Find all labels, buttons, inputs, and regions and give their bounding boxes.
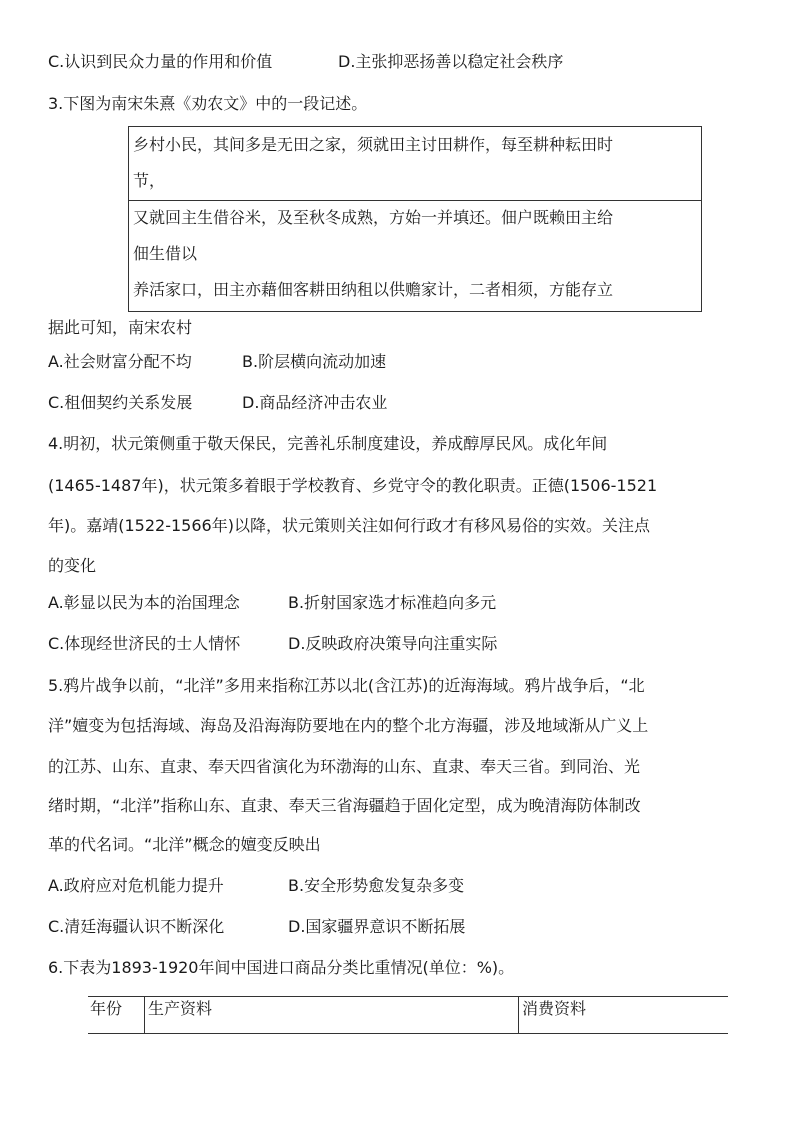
q4-line-1: 4.明初，状元策侧重于敬天保民，完善礼乐制度建设，养成醇厚民风。成化年间 xyxy=(48,434,608,453)
q5-line-5: 革的代名词。“北洋”概念的嬗变反映出 xyxy=(48,835,321,854)
q3-option-row-1 xyxy=(48,352,387,372)
q3-quote-divider xyxy=(129,200,701,201)
q5-option-d: D.国家疆界意识不断拓展 xyxy=(288,917,466,936)
q4-option-row-1 xyxy=(48,593,497,613)
q3-stem: 3.下图为南宋朱熹《劝农文》中的一段记述。 xyxy=(48,94,368,113)
q5-option-row-2 xyxy=(48,917,466,937)
q5-option-row-1 xyxy=(48,876,465,896)
q6-stem: 6.下表为1893-1920年间中国进口商品分类比重情况(单位：%)。 xyxy=(48,958,515,977)
q3-option-a: A.社会财富分配不均 xyxy=(48,352,192,371)
q2-option-c: C.认识到民众力量的作用和价值 xyxy=(48,52,273,71)
q4-line-3: 年)。嘉靖(1522-1566年)以降，状元策则关注如何行政才有移风易俗的实效。关注点 xyxy=(48,516,650,535)
q3-quote-line-2: 节， xyxy=(133,171,166,190)
q5-line-4: 绪时期，“北洋”指称山东、直隶、奉天三省海疆趋于固化定型，成为晚清海防体制改 xyxy=(48,796,641,815)
table-divider xyxy=(144,997,145,1033)
table-header-production: 生产资料 xyxy=(148,999,213,1018)
q4-option-d: D.反映政府决策导向注重实际 xyxy=(288,634,498,653)
q4-option-a: A.彰显以民为本的治国理念 xyxy=(48,593,240,612)
q2-option-d: D.主张抑恶扬善以稳定社会秩序 xyxy=(338,52,564,71)
q5-option-b: B.安全形势愈发复杂多变 xyxy=(288,876,465,895)
table-header-year: 年份 xyxy=(90,999,123,1018)
q4-option-b: B.折射国家选才标准趋向多元 xyxy=(288,593,497,612)
q3-question: 据此可知，南宋农村 xyxy=(48,318,193,337)
table-header-consumption: 消费资料 xyxy=(522,999,587,1018)
q4-option-row-2 xyxy=(48,634,498,654)
q4-option-c: C.体现经世济民的士人情怀 xyxy=(48,634,241,653)
q4-line-4: 的变化 xyxy=(48,556,97,575)
q3-option-b: B.阶层横向流动加速 xyxy=(242,352,387,371)
q5-line-2: 洋”嬗变为包括海域、海岛及沿海海防要地在内的整个北方海疆，涉及地域渐从广义上 xyxy=(48,716,649,735)
q3-quote-box xyxy=(128,126,702,312)
q5-line-3: 的江苏、山东、直隶、奉天四省演化为环渤海的山东、直隶、奉天三省。到同治、光 xyxy=(48,757,641,776)
q3-option-c: C.租佃契约关系发展 xyxy=(48,393,193,412)
q3-option-row-2 xyxy=(48,393,388,413)
q4-line-2: (1465-1487年)，状元策多着眼于学校教育、乡党守令的教化职责。正德(1506-1521 xyxy=(48,476,658,495)
q3-quote-line-5: 养活家口，田主亦藉佃客耕田纳租以供赡家计，二者相须，方能存立 xyxy=(133,280,614,299)
q3-quote-line-4: 佃生借以 xyxy=(133,244,198,263)
q5-option-a: A.政府应对危机能力提升 xyxy=(48,876,224,895)
q5-line-1: 5.鸦片战争以前，“北洋”多用来指称江苏以北(含江苏)的近海海域。鸦片战争后，“北 xyxy=(48,676,645,695)
q2-option-row xyxy=(48,52,564,72)
table-divider xyxy=(518,997,519,1033)
q3-quote-line-1: 乡村小民，其间多是无田之家，须就田主讨田耕作，每至耕种耘田时 xyxy=(133,135,614,154)
q3-option-d: D.商品经济冲击农业 xyxy=(242,393,388,412)
q5-option-c: C.清廷海疆认识不断深化 xyxy=(48,917,225,936)
q3-quote-line-3: 又就回主生借谷米，及至秋冬成熟，方始一并填还。佃户既赖田主给 xyxy=(133,208,614,227)
q6-table-header xyxy=(88,996,728,1034)
